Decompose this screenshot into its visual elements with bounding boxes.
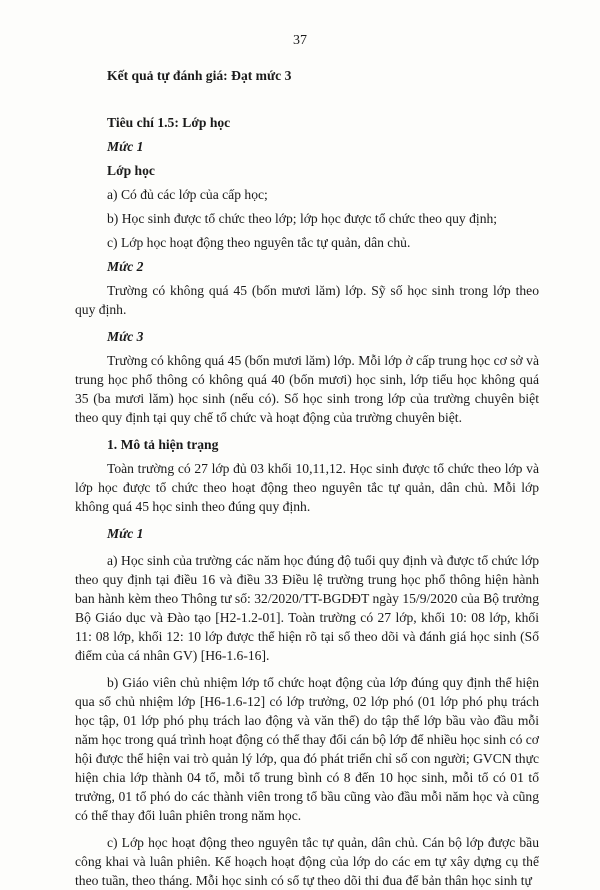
level1-desc-b: b) Giáo viên chủ nhiệm lớp tổ chức hoạt động của lớp đúng quy định thể hiện qua sổ chủ nhiệm lớp [H6-1.6-12] có lớp trưởng, 02 lớp phó (01 lớp phó phụ trách học tập, 01 lớp phó phụ trách lao động và văn thể) do tập thể lớp bầu vào đầu mỗi năm học trong quá trình hoạt động có thể thay đổi cán bộ lớp để nhiều học sinh có cơ hội được thể hiện vai trò quản lý lớp, qua đó phát triển chỉ số con người; GVCN thực hiện chia lớp thành 04 tổ, mỗi tổ trung bình có 8 đến 10 học sinh, mỗi tổ có 01 tổ trưởng, 01 tổ phó do các thành viên trong tổ bầu cũng vào đầu mỗi năm học và cũng có thể thay đổi luân phiên trong năm học. <box>75 675 539 823</box>
level1-desc-c: c) Lớp học hoạt động theo nguyên tắc tự quản, dân chủ. Cán bộ lớp được bầu công khai và luân phiên. Kế hoạch hoạt động của lớp do các em tự xây dựng cụ thể theo tuần, theo tháng. Mỗi học sinh có sổ tự theo dõi thi đua để bản thân học sinh tự <box>75 835 539 888</box>
level1-desc-title: Mức 1 <box>107 526 144 541</box>
self-eval-value: Đạt mức 3 <box>231 68 292 83</box>
level2-title: Mức 2 <box>107 259 144 274</box>
document-body <box>75 66 539 890</box>
level1-item-c: c) Lớp học hoạt động theo nguyên tắc tự quản, dân chủ. <box>107 235 411 250</box>
level1-subtitle: Lớp học <box>107 163 155 178</box>
criterion-title: Tiêu chí 1.5: Lớp học <box>107 115 231 130</box>
self-eval-result <box>75 66 539 85</box>
level3-title: Mức 3 <box>107 329 144 344</box>
level2-text: Trường có không quá 45 (bốn mươi lăm) lớp. Sỹ số học sinh trong lớp theo quy định. <box>75 283 539 317</box>
level1-item-b: b) Học sinh được tổ chức theo lớp; lớp học được tổ chức theo quy định; <box>107 211 498 226</box>
page-number: 37 <box>293 33 307 48</box>
level1-title: Mức 1 <box>107 139 144 154</box>
level3-text: Trường có không quá 45 (bốn mươi lăm) lớp. Mỗi lớp ở cấp trung học cơ sở và trung học phổ thông có không quá 40 (bốn mươi) học sinh, lớp tiểu học không quá 35 (ba mươi lăm) học sinh (nếu có). Số học sinh trong lớp của trường chuyên biệt theo quy định tại quy chế tổ chức và hoạt động của trường chuyên biệt. <box>75 353 539 425</box>
level1-desc-a: a) Học sinh của trường các năm học đúng độ tuổi quy định và được tổ chức lớp theo quy định tại điều 16 và điều 33 Điều lệ trường trung học phổ thông hiện hành ban hành kèm theo Thông tư số: 32/2020/TT-BGDĐT ngày 15/9/2020 của Bộ trưởng Bộ Giáo dục và Đào tạo [H2-1.2-01]. Toàn trường có 27 lớp, khối 10: 08 lớp, khối 11: 08 lớp, khối 12: 10 lớp được thể hiện rõ tại sổ theo dõi và đánh giá học sinh (Sổ điểm của cá nhân GV) [H6-1.6-16]. <box>75 553 539 663</box>
level1-item-a: a) Có đủ các lớp của cấp học; <box>107 187 268 202</box>
section1-text: Toàn trường có 27 lớp đủ 03 khối 10,11,12. Học sinh được tổ chức theo lớp và lớp học được tổ chức theo hoạt động theo nguyên tắc tự quản, dân chủ. Mỗi lớp không quá 45 học sinh theo đúng quy định. <box>75 461 539 514</box>
self-eval-label: Kết quả tự đánh giá: <box>107 68 228 83</box>
section1-title: 1. Mô tả hiện trạng <box>107 437 219 452</box>
